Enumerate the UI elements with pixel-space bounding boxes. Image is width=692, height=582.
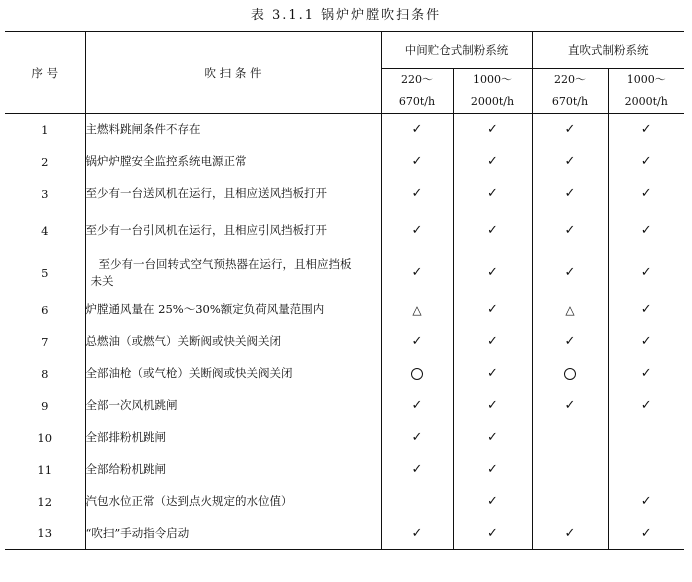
table-row	[5, 358, 684, 390]
row-mark: ✓	[453, 178, 532, 210]
header-system-storage: 中间贮仓式制粉系统	[381, 32, 532, 69]
table-row	[5, 178, 684, 210]
row-mark: ✓	[453, 294, 532, 326]
row-mark-circle	[532, 358, 608, 390]
row-condition-line1: 至少有一台回转式空气预热器在运行，且相应挡板	[98, 256, 352, 271]
row-mark: ✓	[381, 390, 453, 422]
row-condition: 锅炉炉膛安全监控系统电源正常	[85, 146, 381, 178]
row-mark	[532, 486, 608, 518]
row-number: 4	[41, 223, 49, 238]
row-number: 12	[37, 494, 53, 509]
table-row	[5, 390, 684, 422]
table-row	[5, 454, 684, 486]
row-mark: ✓	[532, 114, 608, 146]
row-mark: ✓	[453, 518, 532, 550]
row-mark: ✓	[608, 146, 684, 178]
row-number: 5	[41, 265, 49, 280]
row-mark: ✓	[381, 422, 453, 454]
header-system-direct: 直吹式制粉系统	[532, 32, 684, 69]
row-mark: ✓	[453, 326, 532, 358]
row-mark: ✓	[608, 390, 684, 422]
row-mark: ✓	[453, 422, 532, 454]
row-mark: ✓	[532, 146, 608, 178]
row-mark: ✓	[608, 294, 684, 326]
table-row	[5, 114, 684, 146]
row-condition: 全部排粉机跳闸	[85, 422, 381, 454]
header-condition: 吹 扫 条 件	[85, 32, 381, 114]
row-number: 13	[5, 518, 85, 550]
row-number: 1	[41, 122, 49, 137]
row-mark: ✓	[608, 486, 684, 518]
row-mark: ✓	[453, 454, 532, 486]
row-mark: ✓	[532, 252, 608, 294]
row-mark: △	[532, 294, 608, 326]
row-mark: ✓	[453, 358, 532, 390]
row-mark: ✓	[608, 518, 684, 550]
row-mark: ✓	[608, 252, 684, 294]
row-mark: ✓	[381, 114, 453, 146]
header-capacity-a1: 220～ 670t/h	[381, 69, 453, 114]
circle-icon	[564, 368, 576, 380]
row-mark: ✓	[453, 252, 532, 294]
row-number: 7	[41, 334, 49, 349]
row-condition: 总燃油（或燃气）关断阀或快关阀关闭	[85, 326, 381, 358]
row-number: 10	[37, 430, 53, 445]
row-mark: ✓	[453, 486, 532, 518]
row-condition: 全部一次风机跳闸	[85, 390, 381, 422]
row-mark: ✓	[453, 390, 532, 422]
row-condition: 汽包水位正常（达到点火规定的水位值）	[85, 486, 381, 518]
row-mark: ✓	[608, 326, 684, 358]
row-mark: ✓	[532, 210, 608, 252]
row-mark: ✓	[608, 210, 684, 252]
row-number: 2	[41, 154, 49, 169]
header-capacity-b2: 1000～ 2000t/h	[608, 69, 684, 114]
row-mark: ✓	[453, 210, 532, 252]
row-mark: ✓	[381, 326, 453, 358]
table-row	[5, 422, 684, 454]
row-mark: ✓	[453, 114, 532, 146]
row-mark	[532, 422, 608, 454]
table-row	[5, 146, 684, 178]
row-mark	[532, 454, 608, 486]
row-mark: ✓	[453, 146, 532, 178]
table-row	[5, 326, 684, 358]
purge-conditions-table	[5, 31, 684, 550]
row-mark: ✓	[532, 518, 608, 550]
table-row	[5, 210, 684, 252]
row-mark: ✓	[381, 252, 453, 294]
row-condition: 至少有一台引风机在运行，且相应引风挡板打开	[85, 210, 381, 252]
row-mark: ✓	[608, 358, 684, 390]
row-condition: 全部油枪（或气枪）关断阀或快关阀关闭	[85, 358, 381, 390]
row-condition: 全部给粉机跳闸	[85, 454, 381, 486]
row-mark-circle	[381, 358, 453, 390]
table-row	[5, 252, 684, 294]
row-mark: ✓	[532, 390, 608, 422]
header-seq: 序 号	[5, 32, 85, 114]
table-row	[5, 518, 684, 550]
row-mark: ✓	[381, 210, 453, 252]
row-number: 9	[41, 398, 49, 413]
row-mark: △	[381, 294, 453, 326]
row-number: 11	[37, 462, 53, 477]
row-condition: 至少有一台送风机在运行，且相应送风挡板打开	[85, 178, 381, 210]
row-mark	[608, 454, 684, 486]
row-mark	[608, 422, 684, 454]
table-row	[5, 486, 684, 518]
row-number: 3	[41, 186, 49, 201]
row-mark: ✓	[381, 454, 453, 486]
row-condition	[85, 252, 381, 294]
header-row-systems	[5, 32, 684, 69]
row-mark: ✓	[381, 518, 453, 550]
row-number: 6	[41, 302, 49, 317]
row-mark: ✓	[381, 146, 453, 178]
row-mark: ✓	[532, 326, 608, 358]
row-mark: ✓	[608, 178, 684, 210]
row-mark: ✓	[608, 114, 684, 146]
row-mark	[381, 486, 453, 518]
table-row	[5, 294, 684, 326]
row-condition: 主燃料跳闸条件不存在	[85, 114, 381, 146]
header-capacity-a2: 1000～ 2000t/h	[453, 69, 532, 114]
row-condition: 炉膛通风量在 25%～30%额定负荷风量范围内	[85, 294, 381, 326]
row-condition: “吹扫”手动指令启动	[85, 518, 381, 550]
header-capacity-b1: 220～ 670t/h	[532, 69, 608, 114]
row-condition-line2: 未关	[90, 273, 114, 288]
row-mark: ✓	[532, 178, 608, 210]
table-title: 表 3.1.1 锅炉炉膛吹扫条件	[250, 8, 442, 23]
row-mark: ✓	[381, 178, 453, 210]
row-number: 8	[41, 366, 49, 381]
circle-icon	[411, 368, 423, 380]
